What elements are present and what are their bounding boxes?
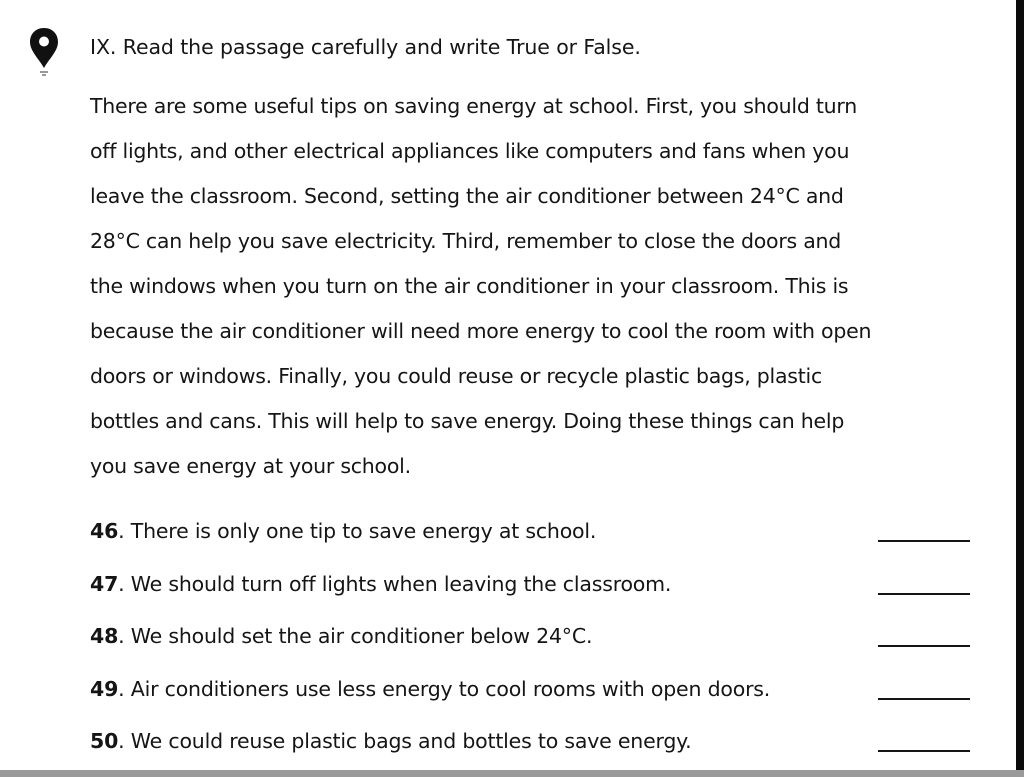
question-item: [90, 669, 970, 722]
question-text: Air conditioners use less energy to cool rooms with open doors.: [130, 676, 771, 701]
passage-line: off lights, and other electrical appliances like computers and fans when you: [90, 139, 850, 163]
question-number: 50: [90, 729, 119, 753]
page-right-border: [1016, 0, 1024, 777]
question-text: We should set the air conditioner below 24°C.: [130, 624, 593, 648]
answer-blank[interactable]: [878, 645, 970, 647]
question-number: 46: [90, 519, 119, 543]
question-item: [90, 564, 970, 617]
passage-line: There are some useful tips on saving energy at school. First, you should turn: [90, 94, 857, 118]
answer-blank[interactable]: [878, 750, 970, 752]
question-separator: .: [118, 676, 131, 701]
reading-passage: [90, 84, 974, 489]
answer-blank[interactable]: [878, 698, 970, 700]
question-list: [90, 511, 970, 774]
question-item: [90, 721, 970, 774]
question-separator: .: [118, 729, 131, 753]
map-pin-icon: [26, 26, 62, 78]
question-text: We should turn off lights when leaving the classroom.: [130, 571, 672, 596]
passage-line: 28°C can help you save electricity. Third, remember to close the doors and: [90, 229, 842, 253]
passage-line: bottles and cans. This will help to save energy. Doing these things can help: [90, 409, 845, 433]
exercise-heading: IX. Read the passage carefully and write True or False.: [90, 35, 641, 59]
question-number: 47: [90, 571, 119, 596]
question-text: We could reuse plastic bags and bottles to save energy.: [130, 729, 692, 753]
passage-line: the windows when you turn on the air conditioner in your classroom. This is: [90, 274, 849, 298]
passage-line: you save energy at your school.: [90, 454, 411, 478]
page-bottom-border: [0, 770, 1024, 777]
question-text: There is only one tip to save energy at school.: [130, 519, 597, 543]
answer-blank[interactable]: [878, 593, 970, 595]
question-separator: .: [118, 571, 131, 596]
passage-line: leave the classroom. Second, setting the air conditioner between 24°C and: [90, 184, 844, 208]
question-item: [90, 616, 970, 669]
question-item: [90, 511, 970, 564]
answer-blank[interactable]: [878, 540, 970, 542]
passage-line: because the air conditioner will need more energy to cool the room with open: [90, 319, 872, 343]
question-separator: .: [118, 519, 131, 543]
question-number: 48: [90, 624, 119, 648]
question-separator: .: [118, 624, 131, 648]
passage-line: doors or windows. Finally, you could reuse or recycle plastic bags, plastic: [90, 364, 822, 388]
question-number: 49: [90, 676, 119, 701]
